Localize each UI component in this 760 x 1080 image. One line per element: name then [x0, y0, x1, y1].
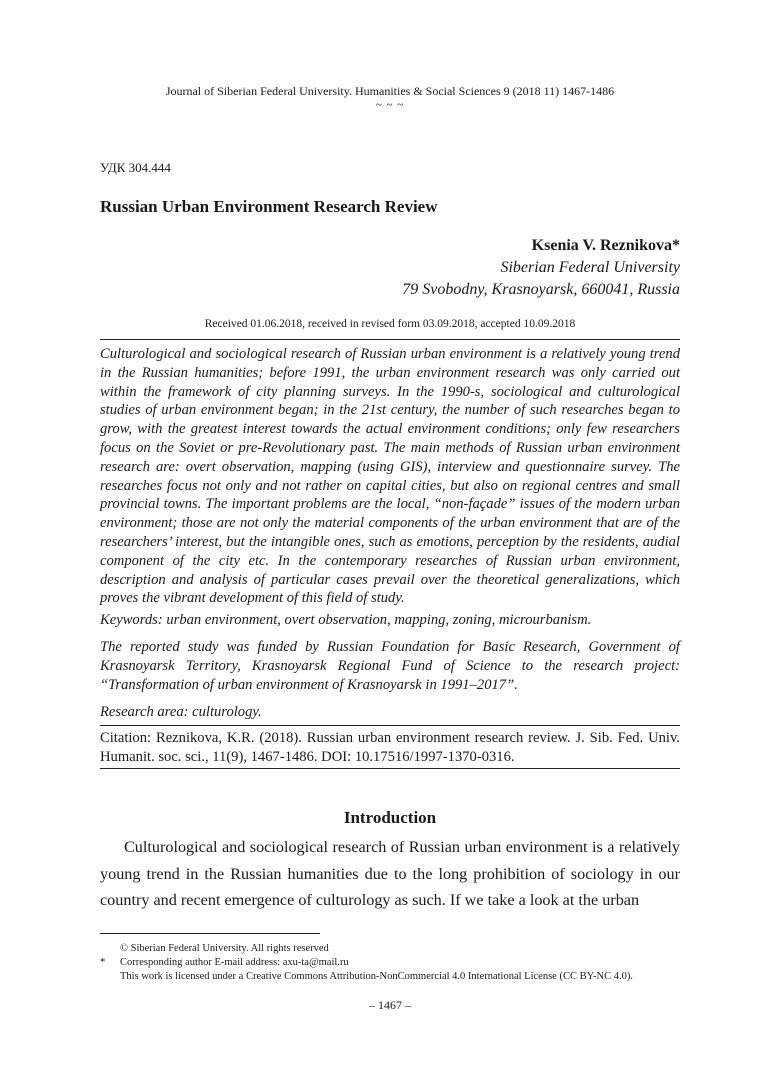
header-separator: ~ ~ ~: [375, 99, 405, 111]
footnote-mark: *: [100, 957, 106, 968]
research-area: Research area: culturology.: [100, 704, 262, 720]
funding-note: The reported study was funded by Russian Foundation for Basic Research, Government of Krasnoyarsk Territory, Krasnoyarsk Regional Fund of Science to the research project: “Transformation of urban environment of Krasnoyarsk in 1991–2017”.: [100, 639, 680, 693]
divider: [100, 768, 680, 769]
author-address: 79 Svobodny, Krasnoyarsk, 660041, Russia: [402, 281, 680, 298]
author-block: [402, 235, 680, 301]
received-dates: Received 01.06.2018, received in revised form 03.09.2018, accepted 10.09.2018: [204, 318, 576, 330]
journal-header: Journal of Siberian Federal University. Humanities & Social Sciences 9 (2018 11) 1467-1486: [165, 84, 615, 98]
author-affiliation: Siberian Federal University: [500, 259, 680, 276]
corresponding-author-note: Corresponding author E-mail address: axu-ta@mail.ru: [120, 957, 349, 968]
keywords: Keywords: urban environment, overt observation, mapping, zoning, microurbanism.: [100, 612, 592, 628]
abstract: Culturological and sociological research of Russian urban environment is a relatively young trend in the Russian humanities; before 1991, the urban environment research was only carried out within the framework of city planning surveys. In the 1990-s, sociological and culturological studies of urban environment began; in the 21st century, the number of such researches began to grow, with the greatest interest towards the actual environment conditions; only few researchers focus on the Soviet or pre-Revolutionary past. The main methods of Russian urban environment research are: overt observation, mapping (using GIS), interview and questionnaire survey. The researches focus not only and not rather on capital cities, but also on regional centres and small provincial towns. The important problems are the local, “non-façade” issues of the modern urban environment; those are not only the material components of the urban environment that are of the researchers’ interest, but the intangible ones, such as emotions, perception by the residents, audial component of the city etc. In the contemporary researches of Russian urban environment, description and analysis of particular cases prevail over the theoretical generalizations, which proves the vibrant development of this field of study.: [100, 346, 680, 607]
divider: [100, 725, 680, 726]
intro-paragraph: Culturological and sociological research of Russian urban environment is a relatively young trend in the Russian humanities due to the long prohibition of sociology in our country and recent emergence of culturology as such. If we take a look at the urban: [100, 838, 680, 909]
footnote-divider: [100, 933, 320, 934]
license-note: This work is licensed under a Creative Commons Attribution-NonCommercial 4.0 International License (CC BY-NC 4.0).: [120, 971, 633, 982]
citation: Citation: Reznikova, K.R. (2018). Russian urban environment research review. J. Sib. Fed. Univ. Humanit. soc. sci., 11(9), 1467-1486. DOI: 10.17516/1997-1370-0316.: [100, 730, 680, 765]
divider: [100, 339, 680, 340]
article-title: Russian Urban Environment Research Review: [100, 197, 438, 216]
copyright-note: © Siberian Federal University. All rights reserved: [120, 943, 329, 954]
author-name: Ksenia V. Reznikova*: [531, 237, 680, 254]
section-heading: Introduction: [343, 808, 437, 827]
footnotes: [100, 942, 700, 984]
page-number: – 1467 –: [369, 998, 411, 1012]
udk-code: УДК 304.444: [100, 160, 171, 175]
